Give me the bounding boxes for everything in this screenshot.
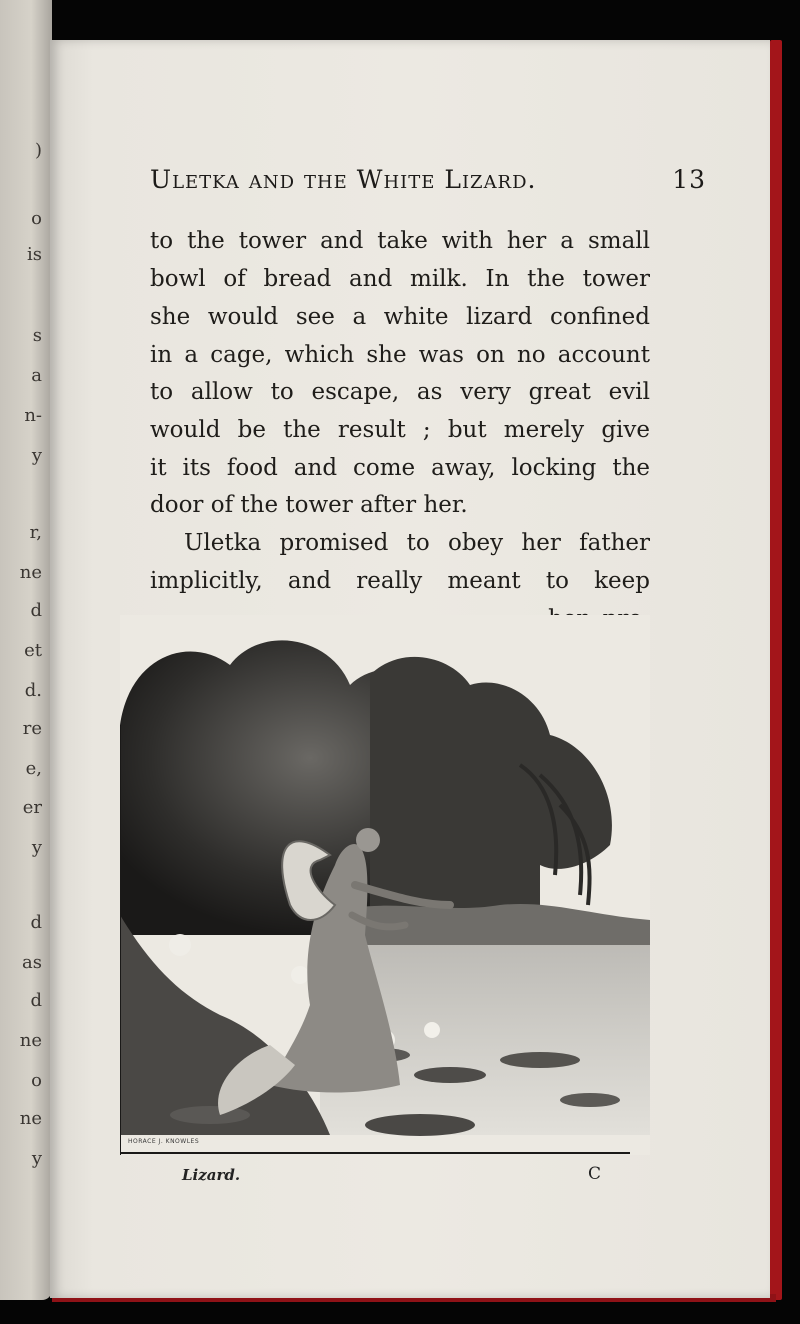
body-line: it its food and come away, locking the (150, 455, 650, 481)
signature-word: Lizard. (182, 1166, 241, 1184)
left-fragment: y (31, 1148, 42, 1169)
left-fragment: is (27, 244, 42, 265)
book-cover-edge (770, 40, 782, 1300)
left-fragment: et (24, 640, 42, 661)
body-line: bowl of bread and milk. In the tower (150, 266, 650, 292)
body-line: implicitly, and really meant to keep (150, 568, 650, 594)
left-fragment: ) (34, 140, 42, 161)
left-fragment: ne (19, 562, 42, 583)
left-fragment: e, (25, 758, 42, 779)
left-fragment: re (22, 718, 42, 739)
body-line: in a cage, which she was on no account (150, 342, 650, 368)
left-fragment: d (30, 600, 42, 621)
left-fragment: as (22, 952, 42, 973)
left-fragment: er (22, 797, 42, 818)
left-fragment: r, (29, 522, 42, 543)
left-fragment: ne (19, 1108, 42, 1129)
right-page (50, 40, 770, 1298)
left-fragment: a (31, 365, 42, 386)
body-line: Uletka promised to obey her father (184, 530, 650, 556)
signature-letter: C (588, 1164, 602, 1184)
left-fragment: y (31, 837, 42, 858)
left-page-edge (0, 0, 52, 1300)
illustration-woman-by-lily-pond (120, 615, 650, 1155)
left-fragment: d (30, 912, 42, 933)
left-fragment: s (32, 325, 42, 346)
left-fragment: d. (24, 680, 42, 701)
page-number: 13 (672, 165, 706, 194)
running-head (150, 165, 706, 194)
left-fragment: o (31, 1070, 42, 1091)
left-fragment: o (31, 208, 42, 229)
running-head-title: Uletka and the White Lizard. (150, 165, 537, 194)
body-line: to allow to escape, as very great evil (150, 379, 650, 405)
left-fragment: d (30, 990, 42, 1011)
left-fragment: ne (19, 1030, 42, 1051)
left-fragment: y (31, 445, 42, 466)
left-page-fragments (0, 0, 46, 1300)
body-line: door of the tower after her. (150, 492, 468, 518)
body-line: she would see a white lizard confined (150, 304, 650, 330)
illustrator-signature: HORACE J. KNOWLES (128, 1138, 200, 1145)
body-line: to the tower and take with her a small (150, 228, 650, 254)
left-fragment: n- (24, 405, 42, 426)
body-line: would be the result ; but merely give (150, 417, 650, 443)
